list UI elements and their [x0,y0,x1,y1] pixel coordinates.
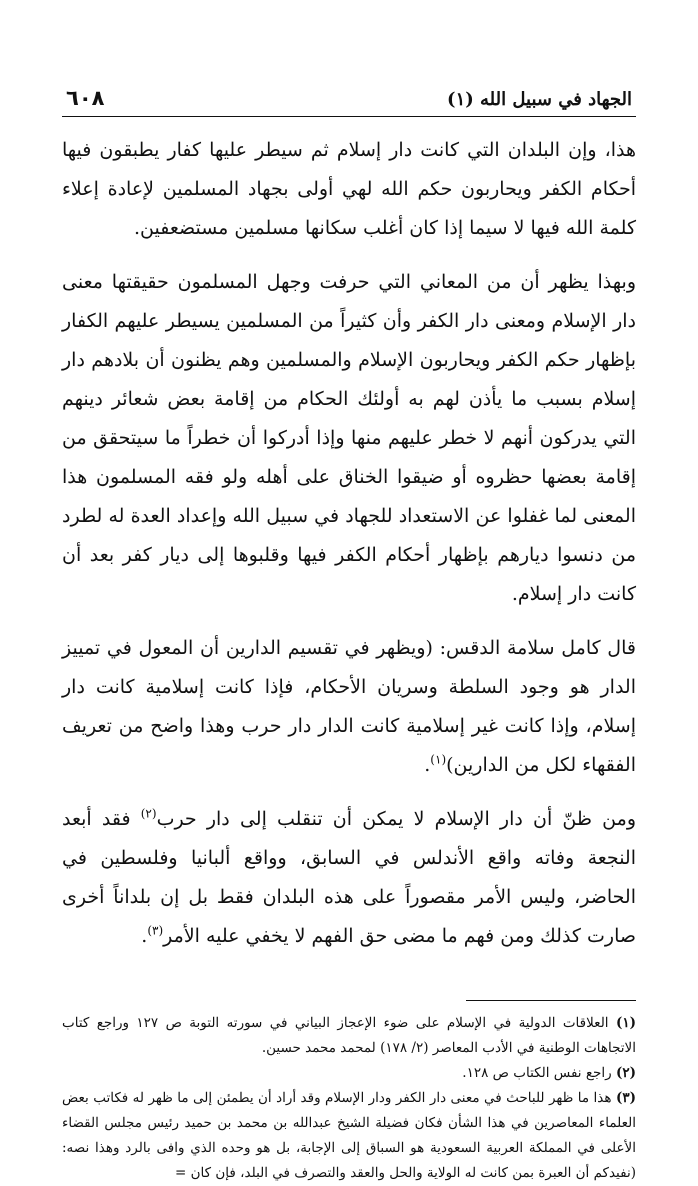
book-page [62,80,636,1186]
paragraph-3-tail: . [424,754,431,776]
paragraph-4-tail: . [141,925,148,947]
paragraph-4-part1: ومن ظنّ أن دار الإسلام لا يمكن أن تنقلب إلى دار حرب [156,808,636,830]
footnote-1 [62,1011,636,1061]
paragraph-3 [62,629,636,785]
footnote-number: (٣) [615,1090,636,1106]
paragraph-4-part2: فقد أبعد النجعة وفاته واقع الأندلس في السابق، وواقع ألبانيا وفلسطين في الحاضر، وليس الأمر مقصوراً على هذه البلدان فقط بل إن بلداناً أخرى صارت كذلك ومن فهم ما مضى حق الفهم لا يخفي عليه الأمر [62,808,636,947]
body-text [62,131,636,956]
page-header [62,80,636,117]
footnote-number: (٢) [615,1065,636,1081]
footnote-2 [62,1061,636,1086]
paragraph-2: وبهذا يظهر أن من المعاني التي حرفت وجهل المسلمون حقيقتها معنى دار الإسلام ومعنى دار الكفر وأن كثيراً من المسلمين يسيطر عليهم الكفار بإظهار حكم الكفر ويحاربون الإسلام والمسلمين وهم يظنون أن بلادهم دار إسلام بسبب ما يأذن لهم به أولئك الحكام من إقامة بعض شعائر دينهم التي يدركون أنهم لا خطر عليهم منها وإذا أدركوا أن خطراً ما سيتحقق من إقامة بعضها حظروه أو ضيقوا الخناق على أهله ولو فقه المسلمون هذا المعنى لما غفلوا عن الاستعداد للجهاد في سبيل الله وإعداد العدة له لطرد من دنسوا ديارهم بإظهار أحكام الكفر فيها وقلبوها إلى ديار كفر بعد أن كانت دار إسلام. [62,271,636,605]
footnote-text: هذا ما ظهر للباحث في معنى دار الكفر ودار الإسلام وقد أراد أن يطمئن إلى ما ظهر له فكاتب بعض العلماء المعاصرين في هذا الشأن فكان فضيلة الشيخ عبدالله بن محمد بن حميد رئيس مجلس القضاء الأعلى في المملكة العربية السعودية هو السباق إلى الإجابة، بل هو وحده الذي وافى بالرد وهذا نصه: (نفيدكم أن العبرة بمن كانت له الولاية والحل والعقد والتصرف في البلد، فإن كان = [62,1090,636,1181]
running-title: الجهاد في سبيل الله (١) [447,89,632,110]
paragraph-4 [62,800,636,956]
footnote-ref-2[interactable]: (٢) [140,806,157,821]
footnote-number: (١) [615,1015,636,1031]
footnotes [62,1011,636,1186]
footnote-ref-1[interactable]: (١) [430,752,447,767]
footnote-divider [466,1000,636,1001]
footnote-3 [62,1086,636,1186]
paragraph-1: هذا، وإن البلدان التي كانت دار إسلام ثم سيطر عليها كفار يطبقون فيها أحكام الكفر ويحاربون حكم الله لهي أولى بجهاد المسلمين لإعادة إعلاء كلمة الله فيها لا سيما إذا كان أغلب سكانها مسلمين مستضعفين. [62,139,636,239]
footnote-text: راجع نفس الكتاب ص ١٢٨. [462,1065,612,1081]
footnote-ref-3[interactable]: (٣) [147,923,164,938]
footnote-text: العلاقات الدولية في الإسلام على ضوء الإعجاز البياني في سورته التوبة ص ١٢٧ وراجع كتاب الاتجاهات الوطنية في الأدب المعاصر (٢/ ١٧٨) لمحمد محمد حسين. [62,1015,636,1056]
paragraph-3-text: قال كامل سلامة الدقس: (ويظهر في تقسيم الدارين أن المعول في تمييز الدار هو وجود السلطة وسريان الأحكام، فإذا كانت إسلامية كانت دار إسلام، وإذا كانت غير إسلامية كانت الدار دار حرب وهذا واضح من تعريف الفقهاء لكل من الدارين) [62,637,636,776]
page-number: ٦٠٨ [66,86,105,110]
